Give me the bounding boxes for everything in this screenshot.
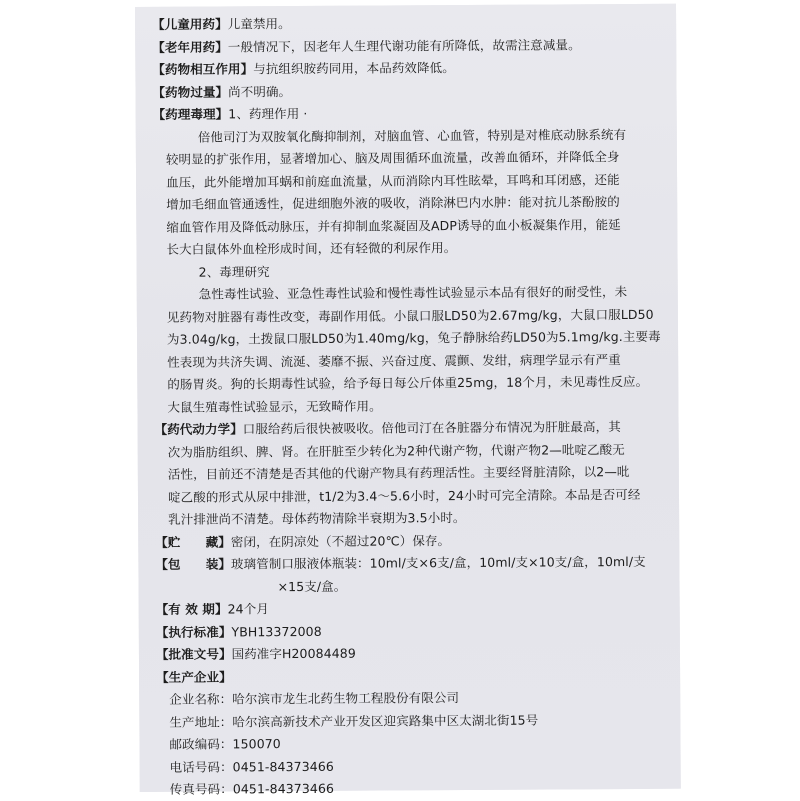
paragraph-line: 活性，目前还不清楚是否其他的代谢产物具有药理活性。主要经肾脏清除，以2—吡 <box>167 463 630 482</box>
paragraph-line: 增加毛细血管通透性，促进细胞外液的吸收，消除淋巴内水肿：能对抗儿茶酚胺的 <box>166 194 620 212</box>
section-text: 一般情况下，因老年人生理代谢功能有所降低，故需注意减量。 <box>227 37 581 55</box>
paragraph-line: ×15支/盒。 <box>277 578 347 595</box>
section-label: 【儿童用药】 <box>152 16 228 32</box>
paragraph-line: 大鼠生殖毒性试验显示，无致畸作用。 <box>167 398 382 415</box>
manufacturer-field-postcode <box>169 733 280 756</box>
field-value: 哈尔滨市龙生北药生物工程股份有限公司 <box>232 690 460 707</box>
field-key: 传真号码： <box>169 781 233 797</box>
section-pharmacology <box>153 103 308 126</box>
section-label: 【包 装】 <box>155 556 232 572</box>
paragraph-line: 啶乙酸的形式从尿中排泄，t1/2为3.4～5.6小时，24小时可完全清除。本品是否可经 <box>167 486 641 505</box>
section-standard <box>156 621 322 644</box>
section-pharmacokinetics <box>155 416 621 441</box>
section-text: 儿童禁用。 <box>227 16 291 32</box>
paragraph-line: 急性毒性试验、亚急性毒性试验和慢性毒性试验显示本品有很好的耐受性，未 <box>198 283 628 302</box>
paragraph-line: 较明显的扩张作用，显著增加心、脑及周围循环血流量，改善血循环，并降低全身 <box>165 149 620 167</box>
paragraph-line: 为3.04g/kg，土拨鼠口服LD50为1.40mg/kg，兔子静脉给药LD50为5.1mg/kg.主要毒 <box>166 328 661 347</box>
section-packaging <box>155 551 645 576</box>
leaflet-text <box>152 4 672 797</box>
section-interactions <box>152 57 455 81</box>
section-label: 【老年用药】 <box>152 39 228 55</box>
section-text: 24个月 <box>227 601 269 617</box>
section-storage <box>155 530 450 554</box>
paragraph-line: 缩血管作用及降低动脉压，并有抑制血浆凝固及ADP诱导的血小板凝集作用，能延 <box>166 217 621 235</box>
section-text: 口服给药后很快被吸收。倍他司汀在各脏器分布情况为肝脏最高，其 <box>242 419 621 437</box>
section-approval <box>156 643 356 666</box>
paragraph-line: 的肠胃炎。狗的长期毒性试验，给予每日每公斤体重25mg，18个月，未见毒性反应。 <box>167 373 649 392</box>
field-value: 150070 <box>232 736 281 752</box>
section-text: 密闭，在阴凉处（不超过20℃）保存。 <box>230 533 451 550</box>
paragraph-line: 倍他司汀为双胺氧化酶抑制剂，对脑血管、心血管，特别是对椎底动脉系统有 <box>197 127 627 145</box>
paragraph-line: 乳汁排泄尚不清楚。母体药物清除半衰期为3.5小时。 <box>168 509 466 527</box>
section-label: 【贮 藏】 <box>155 534 231 550</box>
field-value: 哈尔滨高新技术产业开发区迎宾路集中区太湖北街15号 <box>232 712 539 730</box>
section-text: 玻璃管制口服液体瓶装：10ml/支×6支/盒，10ml/支×10支/盒，10ml/支 <box>230 553 646 572</box>
section-label: 【药代动力学】 <box>154 421 243 437</box>
section-text: 与抗组织胺药同用，本品药效降低。 <box>253 60 455 77</box>
section-label: 【药理毒理】 <box>152 106 229 122</box>
paragraph-line: 血压，此外能增加耳蜗和前庭血流量，从而消除内耳性眩晕，耳鸣和耳闭感，还能 <box>166 172 620 190</box>
section-overdose <box>152 81 291 104</box>
paragraph-line: 次为脂肪组织、脾、肾。在肝脏至少转化为2种代谢产物，代谢产物2—吡啶乙酸无 <box>167 442 625 460</box>
section-label: 【有 效 期】 <box>155 601 228 617</box>
section-label: 【药物过量】 <box>152 84 229 100</box>
section-text: 尚不明确。 <box>228 84 292 100</box>
subsection-title: 2、毒理研究 <box>198 264 270 280</box>
section-text: 国药准字H20084489 <box>231 645 356 662</box>
section-label: 【执行标准】 <box>155 624 232 640</box>
field-value: 0451-84373466 <box>232 758 334 775</box>
field-key: 生产地址： <box>169 714 233 730</box>
section-label: 【药物相互作用】 <box>152 61 254 77</box>
field-key: 企业名称： <box>169 691 233 707</box>
paragraph-line: 性表现为共济失调、流涎、萎靡不振、兴奋过度、震颤、发绀，病理学显示有严重 <box>167 352 621 370</box>
field-key: 邮政编码： <box>169 736 233 752</box>
paragraph-line: 见药物对脏器有毒性改变，毒副作用低。小鼠口服LD50为2.67mg/kg，大鼠口服LD50 <box>166 306 654 325</box>
manufacturer-field-name <box>169 687 459 711</box>
manufacturer-field-fax <box>170 778 334 801</box>
manufacturer-field-address <box>169 710 538 734</box>
manufacturer-field-phone <box>170 756 334 779</box>
section-label: 【生产企业】 <box>156 669 232 685</box>
field-key: 电话号码： <box>169 759 233 775</box>
section-validity <box>156 598 269 621</box>
field-value: 0451-84373466 <box>232 780 335 797</box>
section-pediatric <box>152 13 291 36</box>
paragraph-line: 长大白鼠体外血栓形成时间，还有轻微的利尿作用。 <box>166 240 457 257</box>
section-geriatric <box>152 34 581 59</box>
section-manufacturer <box>156 666 232 688</box>
leaflet-page <box>135 4 681 797</box>
subsection-title: 1、药理作用 · <box>228 105 308 122</box>
section-label: 【批准文号】 <box>155 646 232 662</box>
section-text: YBH13372008 <box>231 623 322 640</box>
